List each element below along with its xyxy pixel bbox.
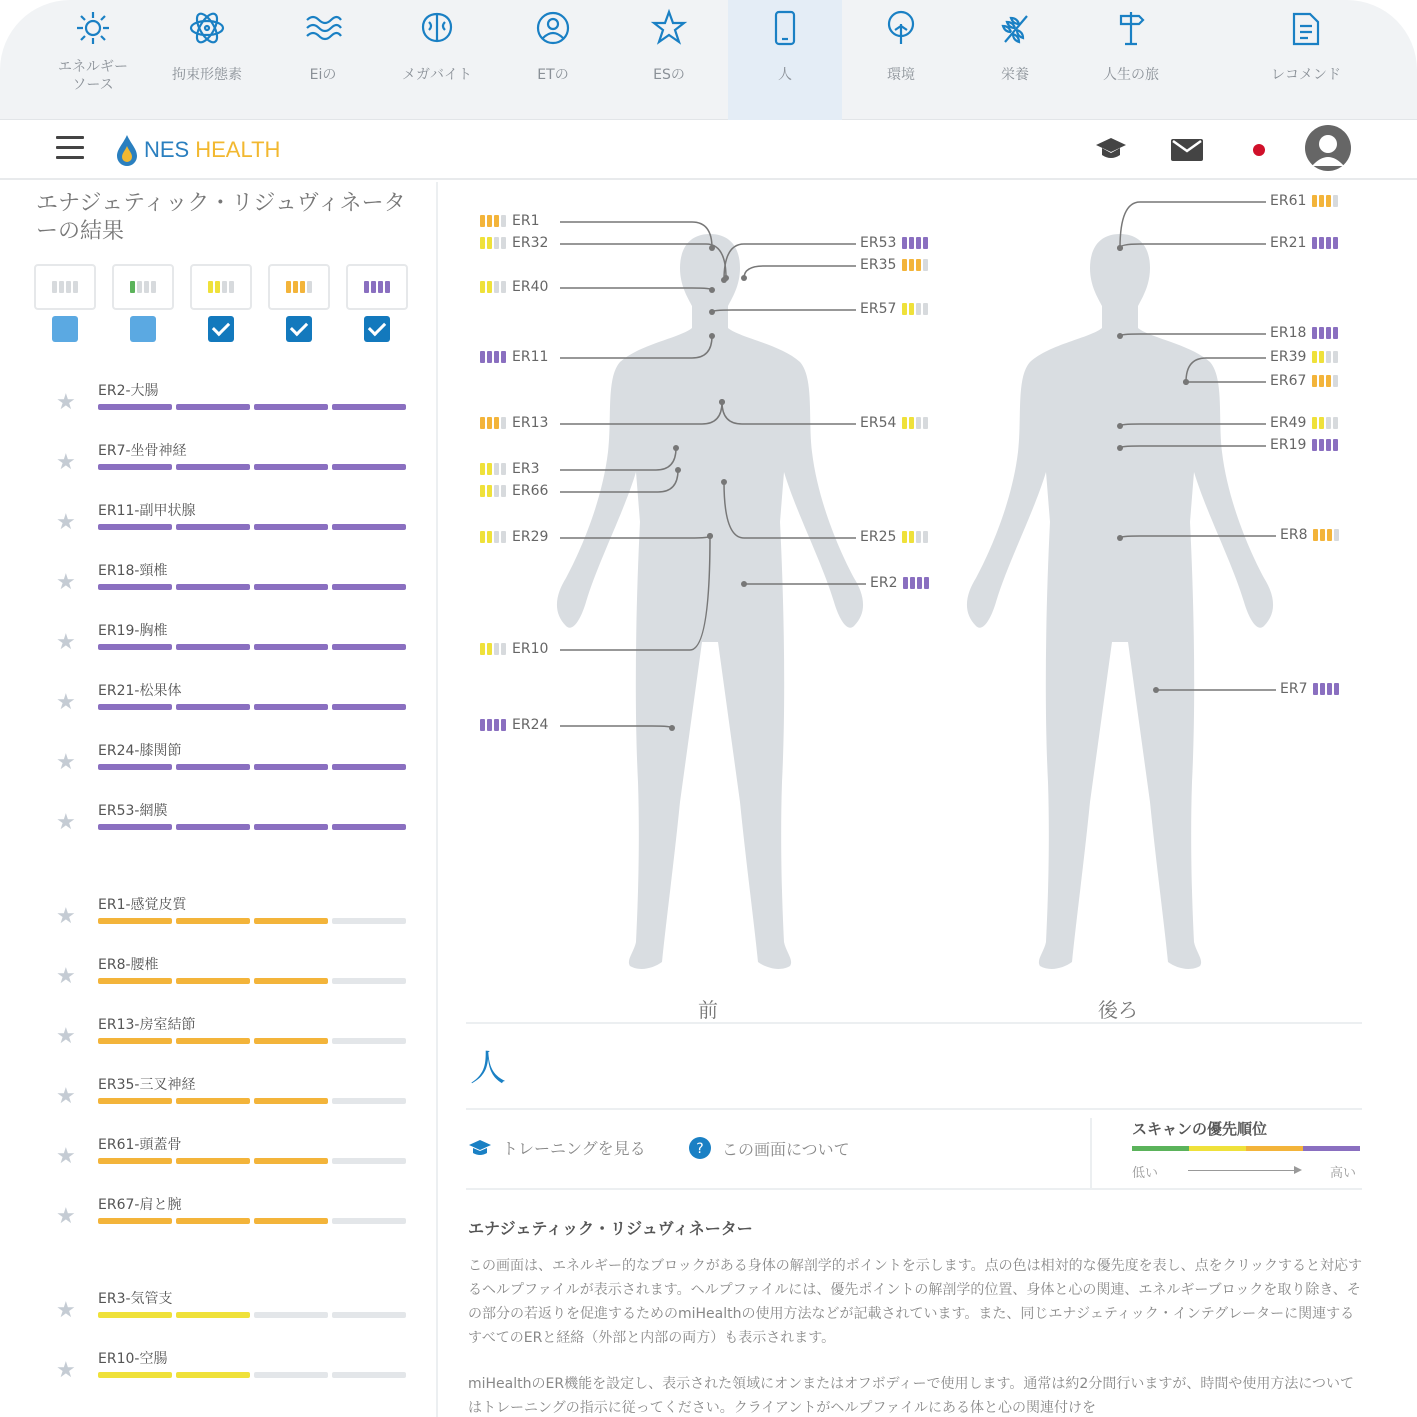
arrow-right-icon — [1188, 1170, 1300, 1171]
priority-bar — [98, 1218, 406, 1224]
nes-health-logo[interactable] — [116, 132, 280, 168]
er-list-item[interactable] — [0, 954, 438, 1014]
category-tab-label: レコメンド — [1271, 67, 1341, 83]
er-point-label[interactable] — [1280, 527, 1339, 543]
priority-high-label: 高い — [1330, 1166, 1357, 1181]
priority-battery-icon — [902, 259, 928, 271]
category-tab-label: メガバイト — [402, 67, 472, 83]
category-tab-7[interactable] — [844, 0, 958, 120]
category-tab-label: 人生の旅 — [1103, 67, 1159, 83]
filter-yellow — [190, 264, 252, 310]
er-point-label[interactable] — [480, 483, 548, 499]
priority-low-label: 低い — [1132, 1166, 1159, 1181]
about-link-label: この画面について — [722, 1139, 850, 1159]
category-tab-5[interactable] — [612, 0, 726, 120]
er-point[interactable] — [1117, 333, 1123, 339]
er-list-item[interactable] — [0, 740, 438, 800]
category-tab-label: エネルギー ソース — [58, 59, 128, 93]
priority-bar — [98, 1372, 406, 1378]
er-point-label[interactable] — [1270, 325, 1338, 341]
er-point[interactable] — [707, 533, 713, 539]
er-item-name: ER21-松果体 — [98, 683, 182, 699]
star-icon[interactable]: ★ — [56, 1358, 76, 1383]
er-list-item[interactable] — [0, 800, 438, 860]
divider — [466, 1022, 1362, 1024]
er-list-item[interactable] — [0, 560, 438, 620]
er-point-label[interactable] — [480, 279, 548, 295]
star-icon[interactable]: ★ — [56, 810, 76, 835]
sun-icon — [73, 8, 113, 48]
er-point-label[interactable] — [1270, 373, 1338, 389]
category-tab-label: 環境 — [887, 67, 915, 83]
er-code: ER11 — [512, 349, 549, 365]
er-list-item[interactable] — [0, 500, 438, 560]
category-tab-10[interactable] — [1236, 0, 1376, 120]
training-link-label: トレーニングを見る — [502, 1139, 646, 1158]
category-tab-3[interactable] — [380, 0, 494, 120]
wheat-icon — [995, 8, 1035, 48]
priority-battery-icon — [1313, 529, 1339, 541]
menu-icon[interactable] — [56, 136, 84, 160]
priority-battery-icon — [1312, 375, 1338, 387]
er-point-label[interactable] — [480, 235, 548, 251]
er-code: ER18 — [1270, 325, 1307, 341]
app-header — [0, 120, 1417, 180]
priority-bar — [98, 644, 406, 650]
er-code: ER8 — [1280, 527, 1308, 543]
er-point-label[interactable] — [1270, 349, 1338, 365]
er-code: ER21 — [1270, 235, 1307, 251]
star-icon[interactable]: ★ — [56, 1204, 76, 1229]
category-tab-label: ESの — [653, 67, 685, 83]
body-map-area — [440, 182, 1417, 1417]
priority-bar — [98, 704, 406, 710]
training-link[interactable] — [468, 1136, 646, 1159]
category-tab-label: Eiの — [309, 67, 337, 83]
er-list-item[interactable] — [0, 1348, 438, 1408]
er-point-label[interactable] — [860, 257, 928, 273]
star-icon[interactable]: ★ — [56, 750, 76, 775]
er-item-name: ER11-副甲状腺 — [98, 503, 196, 519]
description-paragraph: miHealthのER機能を設定し、表示された領域にオンまたはオフボディーで使用します。通常は約2分間行いますが、時間や使用方法についてはトレーニングの指示に従ってください。クライアントがヘルプファイルにある体と心の関連付けを — [468, 1376, 1355, 1416]
category-tab-label: 拘束形態素 — [172, 67, 242, 83]
er-code: ER66 — [512, 483, 549, 499]
priority-battery-icon — [130, 281, 156, 293]
priority-battery-icon — [480, 281, 506, 293]
priority-bar — [98, 1312, 406, 1318]
er-point[interactable] — [709, 309, 715, 315]
er-point[interactable] — [721, 277, 727, 283]
er-point[interactable] — [1117, 245, 1123, 251]
er-code: ER25 — [860, 529, 897, 545]
priority-bar — [98, 1038, 406, 1044]
er-item-name: ER53-網膜 — [98, 803, 168, 819]
star-icon[interactable]: ★ — [56, 390, 76, 415]
er-item-name: ER35-三叉神経 — [98, 1077, 196, 1093]
er-item-name: ER10-空腸 — [98, 1351, 168, 1367]
graduation-cap-icon[interactable] — [1094, 134, 1128, 164]
category-tab-8[interactable] — [958, 0, 1072, 120]
document-icon — [1286, 8, 1326, 48]
priority-battery-icon — [902, 417, 928, 429]
priority-bar — [98, 524, 406, 530]
er-code: ER24 — [512, 717, 549, 733]
phone-icon — [765, 8, 805, 48]
leader-line — [712, 310, 856, 312]
priority-battery-icon — [208, 281, 234, 293]
svg-text:?: ? — [696, 1141, 704, 1157]
er-point-label[interactable] — [1270, 437, 1338, 453]
front-view-label: 前 — [698, 998, 718, 1022]
er-point-label[interactable] — [860, 529, 928, 545]
priority-bar — [98, 464, 406, 470]
category-tab-6[interactable] — [728, 0, 842, 120]
er-code: ER29 — [512, 529, 549, 545]
er-list-item[interactable] — [0, 440, 438, 500]
priority-battery-icon — [1313, 683, 1339, 695]
er-code: ER13 — [512, 415, 549, 431]
er-point[interactable] — [709, 333, 715, 339]
er-point-label[interactable] — [480, 529, 548, 545]
er-code: ER53 — [860, 235, 897, 251]
star-icon[interactable]: ★ — [56, 450, 76, 475]
er-code: ER61 — [1270, 193, 1307, 209]
er-item-name: ER24-膝関節 — [98, 743, 182, 759]
priority-battery-icon — [1312, 351, 1338, 363]
filter-checkbox-green[interactable] — [130, 316, 156, 342]
er-item-name: ER3-気管支 — [98, 1291, 173, 1307]
er-point[interactable] — [1153, 687, 1159, 693]
waves-icon — [303, 8, 343, 48]
er-point-label[interactable] — [480, 461, 539, 477]
er-point-label[interactable] — [480, 717, 548, 733]
flame-drop-icon — [116, 134, 138, 166]
leader-line — [744, 266, 856, 278]
priority-battery-icon — [480, 719, 506, 731]
divider — [466, 1188, 1362, 1190]
priority-battery-icon — [480, 237, 506, 249]
er-code: ER49 — [1270, 415, 1307, 431]
filter-gray — [34, 264, 96, 310]
star-icon[interactable]: ★ — [56, 964, 76, 989]
logo-health-text: HEALTH — [195, 137, 281, 162]
priority-battery-icon — [364, 281, 390, 293]
priority-battery-icon — [480, 485, 506, 497]
er-item-name: ER13-房室結節 — [98, 1017, 196, 1033]
er-point[interactable] — [1117, 423, 1123, 429]
front-body-silhouette — [557, 234, 863, 969]
er-list-item[interactable] — [0, 380, 438, 440]
er-item-name: ER19-胸椎 — [98, 623, 168, 639]
priority-battery-icon — [1312, 327, 1338, 339]
star-icon[interactable]: ★ — [56, 510, 76, 535]
category-tab-label: 人 — [778, 67, 792, 83]
er-point-label[interactable] — [860, 301, 928, 317]
star-icon[interactable]: ★ — [56, 1298, 76, 1323]
category-tab-9[interactable] — [1074, 0, 1188, 120]
star-icon[interactable]: ★ — [56, 1144, 76, 1169]
er-code: ER1 — [512, 213, 540, 229]
er-point[interactable] — [719, 399, 725, 405]
er-code: ER32 — [512, 235, 549, 251]
er-point[interactable] — [721, 479, 727, 485]
er-list-item[interactable] — [0, 1194, 438, 1254]
back-view-label: 後ろ — [1098, 998, 1138, 1022]
category-tab-2[interactable] — [266, 0, 380, 120]
priority-battery-icon — [52, 281, 78, 293]
priority-bar — [98, 918, 406, 924]
brain-icon — [417, 8, 457, 48]
er-point-label[interactable] — [860, 235, 928, 251]
priority-battery-icon — [1312, 237, 1338, 249]
er-list-item[interactable] — [0, 1074, 438, 1134]
divider — [466, 1108, 1362, 1110]
category-nav — [0, 0, 1417, 120]
er-code: ER39 — [1270, 349, 1307, 365]
person-circle-icon — [533, 8, 573, 48]
category-tab-label: ETの — [537, 67, 569, 83]
er-code: ER40 — [512, 279, 549, 295]
er-code: ER19 — [1270, 437, 1307, 453]
atom-icon — [187, 8, 227, 48]
category-tab-label: 栄養 — [1001, 67, 1029, 83]
er-item-name: ER1-感覚皮質 — [98, 897, 187, 913]
category-tab-4[interactable] — [496, 0, 610, 120]
er-item-name: ER8-腰椎 — [98, 957, 159, 973]
er-list-item[interactable] — [0, 620, 438, 680]
priority-battery-icon — [1312, 439, 1338, 451]
priority-legend-title: スキャンの優先順位 — [1132, 1120, 1268, 1138]
er-point[interactable] — [673, 445, 679, 451]
priority-battery-icon — [902, 237, 928, 249]
signpost-icon — [1111, 8, 1151, 48]
er-point-label[interactable] — [1270, 415, 1338, 431]
priority-bar — [98, 1098, 406, 1104]
er-point[interactable] — [709, 287, 715, 293]
priority-battery-icon — [480, 643, 506, 655]
filter-orange — [268, 264, 330, 310]
filter-purple — [346, 264, 408, 310]
filter-checkbox-orange[interactable] — [286, 316, 312, 342]
description-paragraph: この画面は、エネルギー的なブロックがある身体の解剖学的ポイントを示します。点の色は相対的な優先度を表し、点をクリックすると対応するヘルプファイルが表示されます。ヘルプファイルには、優先ポイントの解剖学的位置、身体と心の関連、エネルギーブロックを取り除き、その部分の若返りを促進するためのmiHealthの使用方法などが記載されています。また、同じエナジェティック・インテグレーターに関連するすべてのERと経絡（外部と内部の両方）も表示されます。 — [468, 1258, 1363, 1346]
er-point[interactable] — [741, 581, 747, 587]
filter-checkbox-yellow[interactable] — [208, 316, 234, 342]
er-point[interactable] — [1117, 445, 1123, 451]
priority-battery-icon — [480, 215, 506, 227]
er-code: ER3 — [512, 461, 540, 477]
priority-bar — [98, 764, 406, 770]
priority-battery-icon — [1312, 195, 1338, 207]
er-point-label[interactable] — [480, 415, 548, 431]
priority-battery-icon — [902, 531, 928, 543]
filter-checkbox-gray[interactable] — [52, 316, 78, 342]
priority-bar — [98, 978, 406, 984]
er-item-name: ER18-頸椎 — [98, 563, 168, 579]
er-item-name: ER7-坐骨神経 — [98, 443, 187, 459]
er-point[interactable] — [1117, 535, 1123, 541]
results-panel — [0, 182, 438, 1417]
er-code: ER35 — [860, 257, 897, 273]
er-list-item[interactable] — [0, 1014, 438, 1074]
star-icon[interactable]: ★ — [56, 630, 76, 655]
section-heading: 人 — [470, 1048, 507, 1089]
er-point[interactable] — [741, 275, 747, 281]
er-point[interactable] — [675, 467, 681, 473]
er-list-item[interactable] — [0, 894, 438, 954]
star-icon[interactable]: ★ — [56, 570, 76, 595]
category-tab-1[interactable] — [150, 0, 264, 120]
er-code: ER67 — [1270, 373, 1307, 389]
divider — [1090, 1118, 1092, 1190]
er-code: ER57 — [860, 301, 897, 317]
description-title: エナジェティック・リジュヴィネーター — [468, 1219, 753, 1238]
star-icon[interactable]: ★ — [56, 1024, 76, 1049]
priority-battery-icon — [286, 281, 312, 293]
star-icon[interactable]: ★ — [56, 690, 76, 715]
star-icon[interactable]: ★ — [56, 1084, 76, 1109]
priority-battery-icon — [480, 463, 506, 475]
priority-bar — [98, 584, 406, 590]
japan-flag-icon[interactable] — [1242, 138, 1276, 162]
filter-green — [112, 264, 174, 310]
er-point-label[interactable] — [870, 575, 929, 591]
er-item-name: ER67-肩と腕 — [98, 1197, 182, 1213]
category-tab-0[interactable] — [38, 0, 148, 120]
er-code: ER54 — [860, 415, 897, 431]
back-body-silhouette — [967, 234, 1273, 969]
priority-bar — [98, 1158, 406, 1164]
er-point-label[interactable] — [860, 415, 928, 431]
er-list-item[interactable] — [0, 680, 438, 740]
priority-battery-icon — [480, 417, 506, 429]
priority-color-scale — [1132, 1146, 1360, 1151]
er-item-name: ER2-大腸 — [98, 383, 159, 399]
star-icon[interactable]: ★ — [56, 904, 76, 929]
leader-line — [1120, 202, 1266, 248]
help-icon — [688, 1136, 712, 1160]
logo-nes-text: NES — [144, 137, 190, 162]
er-point-label[interactable] — [480, 349, 548, 365]
priority-bar — [98, 404, 406, 410]
er-list-item[interactable] — [0, 1134, 438, 1194]
er-list-item[interactable] — [0, 1288, 438, 1348]
er-point-label[interactable] — [480, 641, 548, 657]
er-point-label[interactable] — [1280, 681, 1339, 697]
body-map — [440, 182, 1417, 1012]
er-point[interactable] — [669, 725, 675, 731]
er-code: ER2 — [870, 575, 898, 591]
mail-icon[interactable] — [1170, 138, 1204, 162]
priority-battery-icon — [480, 351, 506, 363]
priority-battery-icon — [903, 577, 929, 589]
er-point[interactable] — [709, 245, 715, 251]
star-icon — [649, 8, 689, 48]
priority-battery-icon — [480, 531, 506, 543]
er-code: ER7 — [1280, 681, 1308, 697]
er-point-label[interactable] — [1270, 235, 1338, 251]
priority-battery-icon — [902, 303, 928, 315]
er-code: ER10 — [512, 641, 549, 657]
about-screen-link[interactable] — [688, 1136, 850, 1160]
results-title: エナジェティック・リジュヴィネーターの結果 — [36, 191, 406, 244]
er-point-label[interactable] — [480, 213, 539, 229]
priority-bar — [98, 824, 406, 830]
filter-checkbox-purple[interactable] — [364, 316, 390, 342]
priority-battery-icon — [1312, 417, 1338, 429]
tree-icon — [881, 8, 921, 48]
avatar[interactable] — [1304, 124, 1352, 172]
graduation-cap-icon — [468, 1138, 492, 1158]
er-point[interactable] — [1183, 379, 1189, 385]
er-item-name: ER61-頭蓋骨 — [98, 1137, 182, 1153]
er-point-label[interactable] — [1270, 193, 1338, 209]
